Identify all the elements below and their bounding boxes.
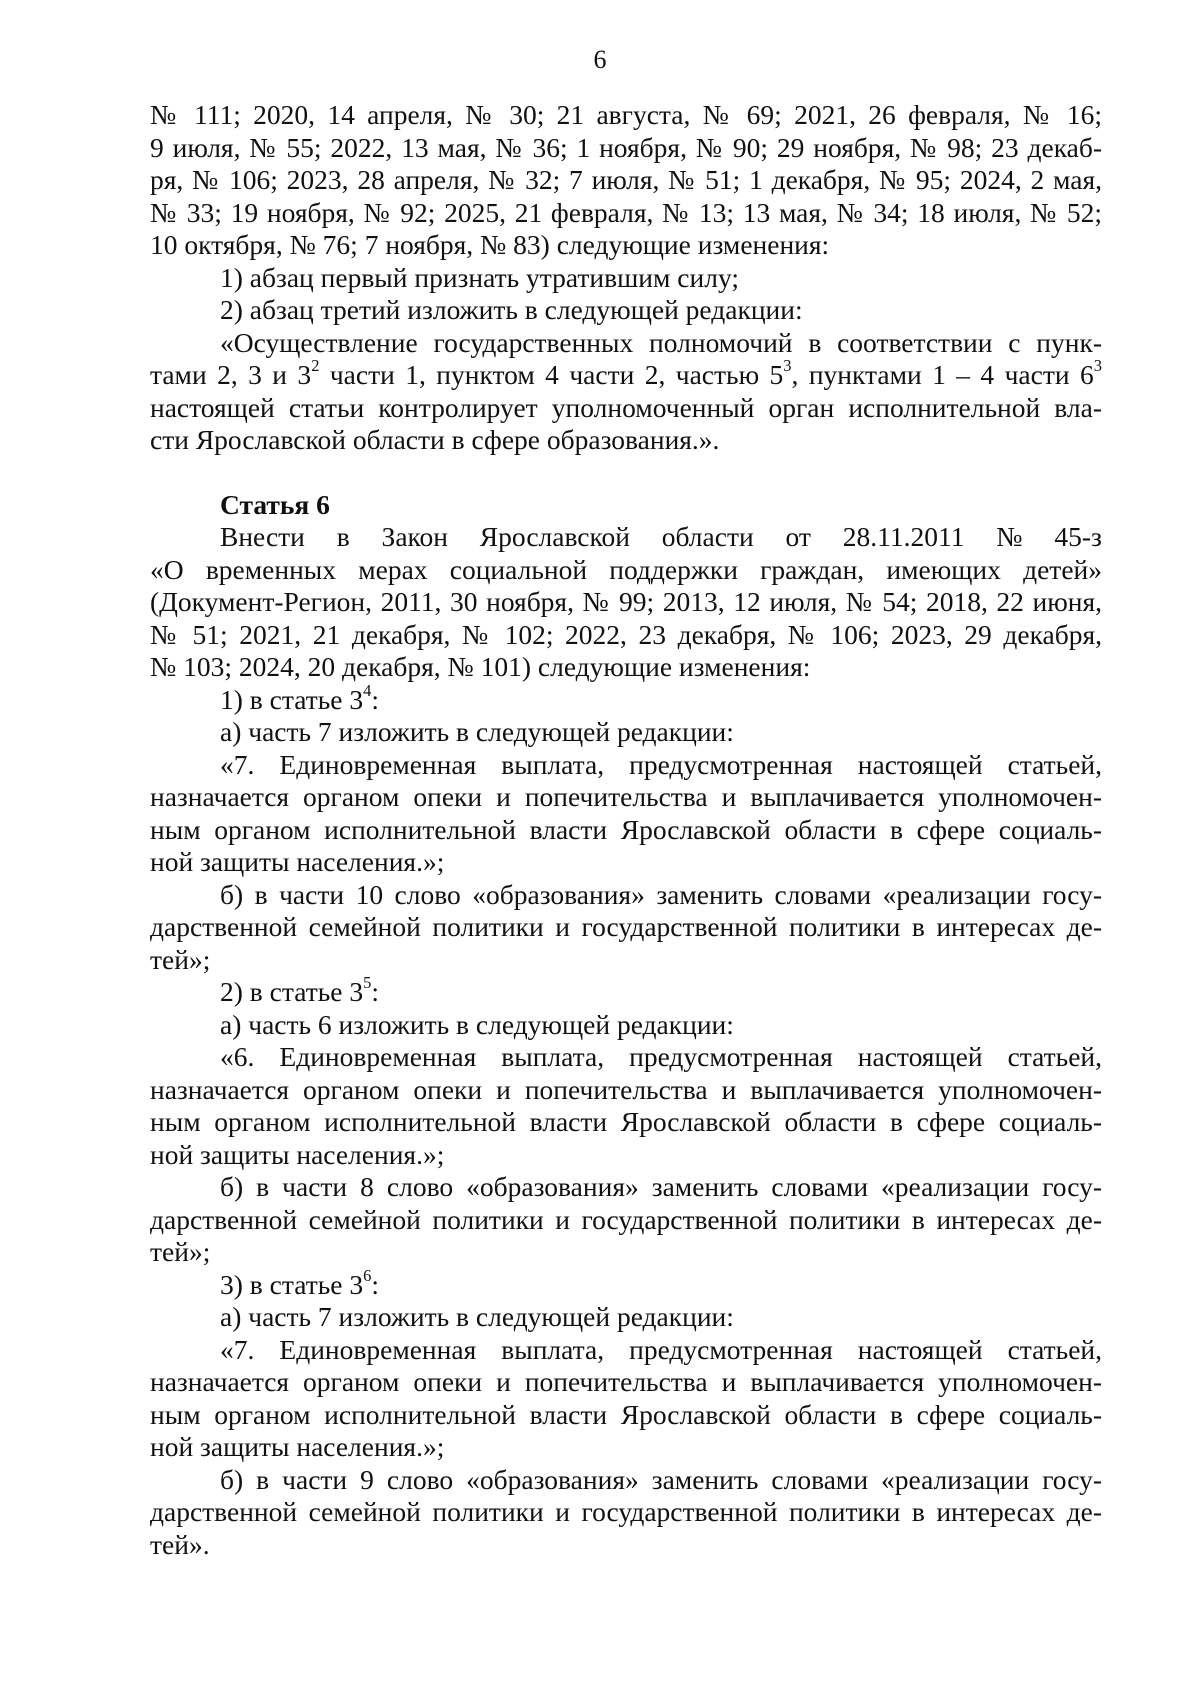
quote-text: тами 2, 3 и 3 bbox=[150, 359, 312, 390]
section-2-quote bbox=[150, 1041, 1102, 1171]
section-3-a: а) часть 7 изложить в следующей редакции: bbox=[220, 1301, 734, 1332]
section-title-text: 2) в статье 3 bbox=[220, 976, 364, 1007]
quote-line: назначается органом опеки и попечительства и выплачивается уполномочен- bbox=[150, 1073, 1102, 1105]
text-line: дарственной семейной политики и государственной политики в интересах де- bbox=[150, 1203, 1102, 1235]
article-line: «О временных мерах социальной поддержки граждан, имеющих детей» bbox=[150, 553, 1102, 585]
quote-line: ным органом исполнительной власти Ярославской области в сфере социаль- bbox=[150, 813, 1102, 845]
article-first-line bbox=[150, 521, 1102, 554]
text-line: дарственной семейной политики и государственной политики в интересах де- bbox=[150, 1496, 1102, 1527]
intro-block bbox=[150, 99, 1102, 262]
intro-line: 10 октября, № 76; 7 ноября, № 83) следующие изменения: bbox=[150, 229, 830, 260]
intro-line: № 33; 19 ноября, № 92; 2025, 21 февраля, № 13; 13 мая, № 34; 18 июля, № 52; bbox=[150, 196, 1102, 228]
quote-line: «6. Единовременная выплата, предусмотренная настоящей статьей, bbox=[220, 1041, 1102, 1072]
section-title-colon: : bbox=[371, 683, 379, 715]
word: № bbox=[996, 521, 1023, 552]
section-title-colon: : bbox=[371, 976, 379, 1007]
word: в bbox=[336, 521, 350, 552]
quote-line: ным органом исполнительной власти Ярославской области в сфере социаль- bbox=[150, 1106, 1102, 1137]
section-1-title bbox=[150, 680, 1102, 717]
word: Закон bbox=[381, 521, 448, 552]
page-number: 6 bbox=[593, 45, 607, 74]
article-line: № 51; 2021, 21 декабря, № 102; 2022, 23 декабря, № 106; 2023, 29 декабря, bbox=[150, 618, 1102, 650]
quote-line: назначается органом опеки и попечительства и выплачивается уполномочен- bbox=[150, 781, 1102, 812]
word: 45-з bbox=[1054, 521, 1102, 552]
quote-line: ной защиты населения.»; bbox=[150, 1138, 445, 1170]
document-body bbox=[150, 99, 1102, 1561]
article-line: (Документ-Регион, 2011, 30 ноября, № 99; 2013, 12 июля, № 54; 2018, 22 июня, bbox=[150, 586, 1102, 617]
superscript: 5 bbox=[363, 973, 372, 993]
word: от bbox=[785, 521, 811, 552]
section-3-title bbox=[150, 1265, 1102, 1302]
section-2-b bbox=[150, 1171, 1102, 1269]
quote-line: ной защиты населения.»; bbox=[150, 1431, 445, 1462]
text-line: б) в части 8 слово «образования» заменить словами «реализации госу- bbox=[220, 1171, 1102, 1202]
quote-text: части 1, пунктом 4 части 2, частью 5 bbox=[319, 359, 784, 390]
section-title-text: 3) в статье 3 bbox=[220, 1268, 364, 1300]
quote-line: ным органом исполнительной власти Ярославской области в сфере социаль- bbox=[150, 1398, 1102, 1430]
superscript: 2 bbox=[311, 356, 320, 376]
text-line: тей»; bbox=[150, 1236, 211, 1267]
section-2-title bbox=[150, 973, 1102, 1009]
section-2-a: а) часть 6 изложить в следующей редакции: bbox=[220, 1008, 734, 1040]
section-1-b bbox=[150, 879, 1102, 977]
word: Ярославской bbox=[479, 521, 630, 552]
superscript: 3 bbox=[1093, 356, 1102, 376]
section-title-colon: : bbox=[371, 1268, 379, 1300]
word: области bbox=[661, 521, 754, 552]
quoted-paragraph-1 bbox=[150, 327, 1102, 457]
text-line: б) в части 10 слово «образования» заменить словами «реализации госу- bbox=[220, 878, 1102, 910]
section-1-quote bbox=[150, 749, 1102, 879]
section-title-text: 1) в статье 3 bbox=[220, 683, 364, 715]
section-3-b bbox=[150, 1464, 1102, 1562]
section-3-quote bbox=[150, 1334, 1102, 1464]
intro-line: ря, № 106; 2023, 28 апреля, № 32; 7 июля, № 51; 1 декабря, № 95; 2024, 2 мая, bbox=[150, 164, 1102, 195]
quote-line: сти Ярославской области в сфере образования.». bbox=[150, 424, 720, 455]
list-item-2: 2) абзац третий изложить в следующей редакции: bbox=[220, 294, 803, 325]
intro-line: 9 июля, № 55; 2022, 13 мая, № 36; 1 ноября, № 90; 29 ноября, № 98; 23 декаб- bbox=[150, 131, 1102, 163]
quote-text: , пунктами 1 – 4 части 6 bbox=[791, 359, 1094, 390]
text-line: б) в части 9 слово «образования» заменить словами «реализации госу- bbox=[220, 1463, 1102, 1495]
section-1-a: а) часть 7 изложить в следующей редакции: bbox=[220, 716, 734, 747]
quote-line bbox=[150, 356, 1102, 392]
word: 28.11.2011 bbox=[842, 521, 965, 552]
quote-line: ной защиты населения.»; bbox=[150, 846, 445, 877]
superscript: 4 bbox=[363, 680, 372, 700]
text-line: дарственной семейной политики и государственной политики в интересах де- bbox=[150, 911, 1102, 942]
text-line: тей». bbox=[150, 1528, 210, 1560]
quote-line: «7. Единовременная выплата, предусмотренная настоящей статьей, bbox=[220, 748, 1102, 780]
quote-line: «Осуществление государственных полномочий в соответствии с пунк- bbox=[220, 326, 1102, 358]
text-line: тей»; bbox=[150, 943, 211, 975]
intro-line: № 111; 2020, 14 апреля, № 30; 21 августа, № 69; 2021, 26 февраля, № 16; bbox=[150, 99, 1102, 130]
article-heading: Статья 6 bbox=[220, 488, 330, 520]
word: Внести bbox=[220, 521, 305, 552]
superscript: 3 bbox=[783, 356, 792, 376]
quote-line: «7. Единовременная выплата, предусмотренная настоящей статьей, bbox=[220, 1333, 1102, 1365]
list-item-1: 1) абзац первый признать утратившим силу; bbox=[220, 261, 739, 293]
quote-line: настоящей статьи контролирует уполномоченный орган исполнительной вла- bbox=[150, 391, 1102, 423]
article-line: № 103; 2024, 20 декабря, № 101) следующие изменения: bbox=[150, 651, 811, 682]
quote-line: назначается органом опеки и попечительства и выплачивается уполномочен- bbox=[150, 1366, 1102, 1397]
superscript: 6 bbox=[363, 1265, 372, 1285]
